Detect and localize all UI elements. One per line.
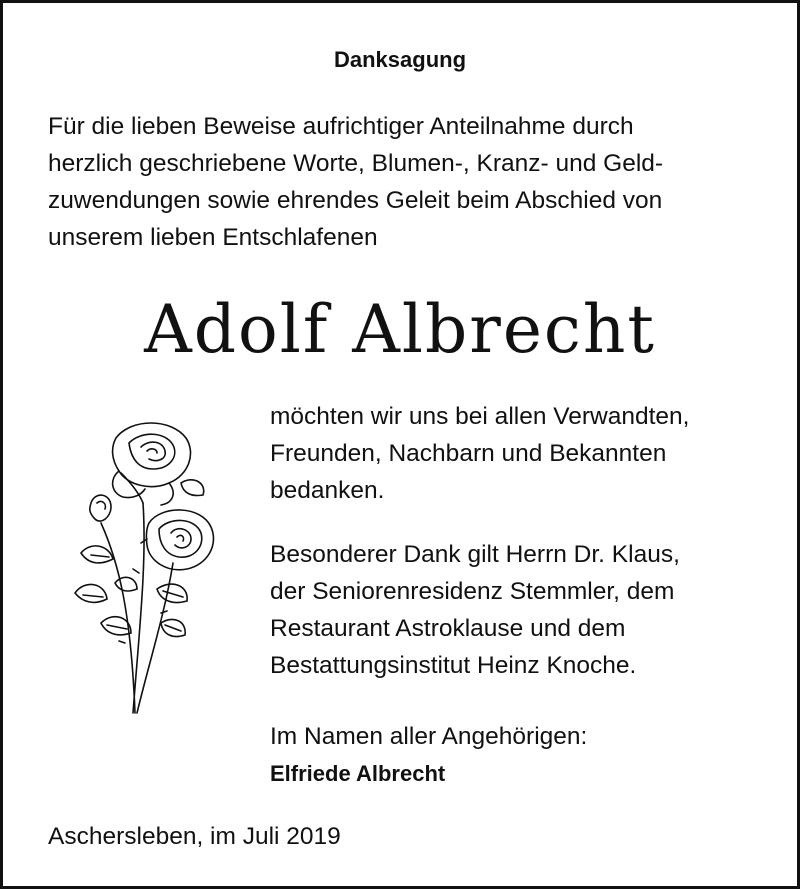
special-thanks-line: Restaurant Astroklause und dem — [270, 615, 626, 642]
thanks-line: bedanken. — [270, 477, 385, 504]
special-thanks-line: der Seniorenresidenz Stemmler, dem — [270, 578, 675, 605]
on-behalf-line: Im Namen aller Angehörigen: — [270, 723, 588, 750]
intro-paragraph — [48, 108, 768, 256]
thanks-line: möchten wir uns bei allen Verwandten, — [270, 403, 690, 430]
intro-line: zuwendungen sowie ehrendes Geleit beim Abschied von — [48, 187, 663, 214]
signer-name: Elfriede Albrecht — [270, 761, 446, 786]
special-thanks-paragraph — [270, 536, 790, 684]
place-date: Aschersleben, im Juli 2019 — [48, 823, 341, 850]
thanks-line: Freunden, Nachbarn und Bekannten — [270, 440, 667, 467]
intro-line: herzlich geschriebene Worte, Blumen-, Kranz- und Geld- — [48, 150, 664, 177]
signature-block — [270, 718, 790, 792]
deceased-name: Adolf Albrecht — [144, 291, 656, 368]
rose-illustration-icon — [61, 413, 241, 723]
special-thanks-line: Besonderer Dank gilt Herrn Dr. Klaus, — [270, 541, 680, 568]
intro-line: unserem lieben Entschlafenen — [48, 224, 378, 251]
special-thanks-line: Bestattungsinstitut Heinz Knoche. — [270, 652, 637, 679]
intro-line: Für die lieben Beweise aufrichtiger Anteilnahme durch — [48, 113, 634, 140]
heading: Danksagung — [333, 47, 467, 72]
thanks-paragraph — [270, 398, 790, 509]
